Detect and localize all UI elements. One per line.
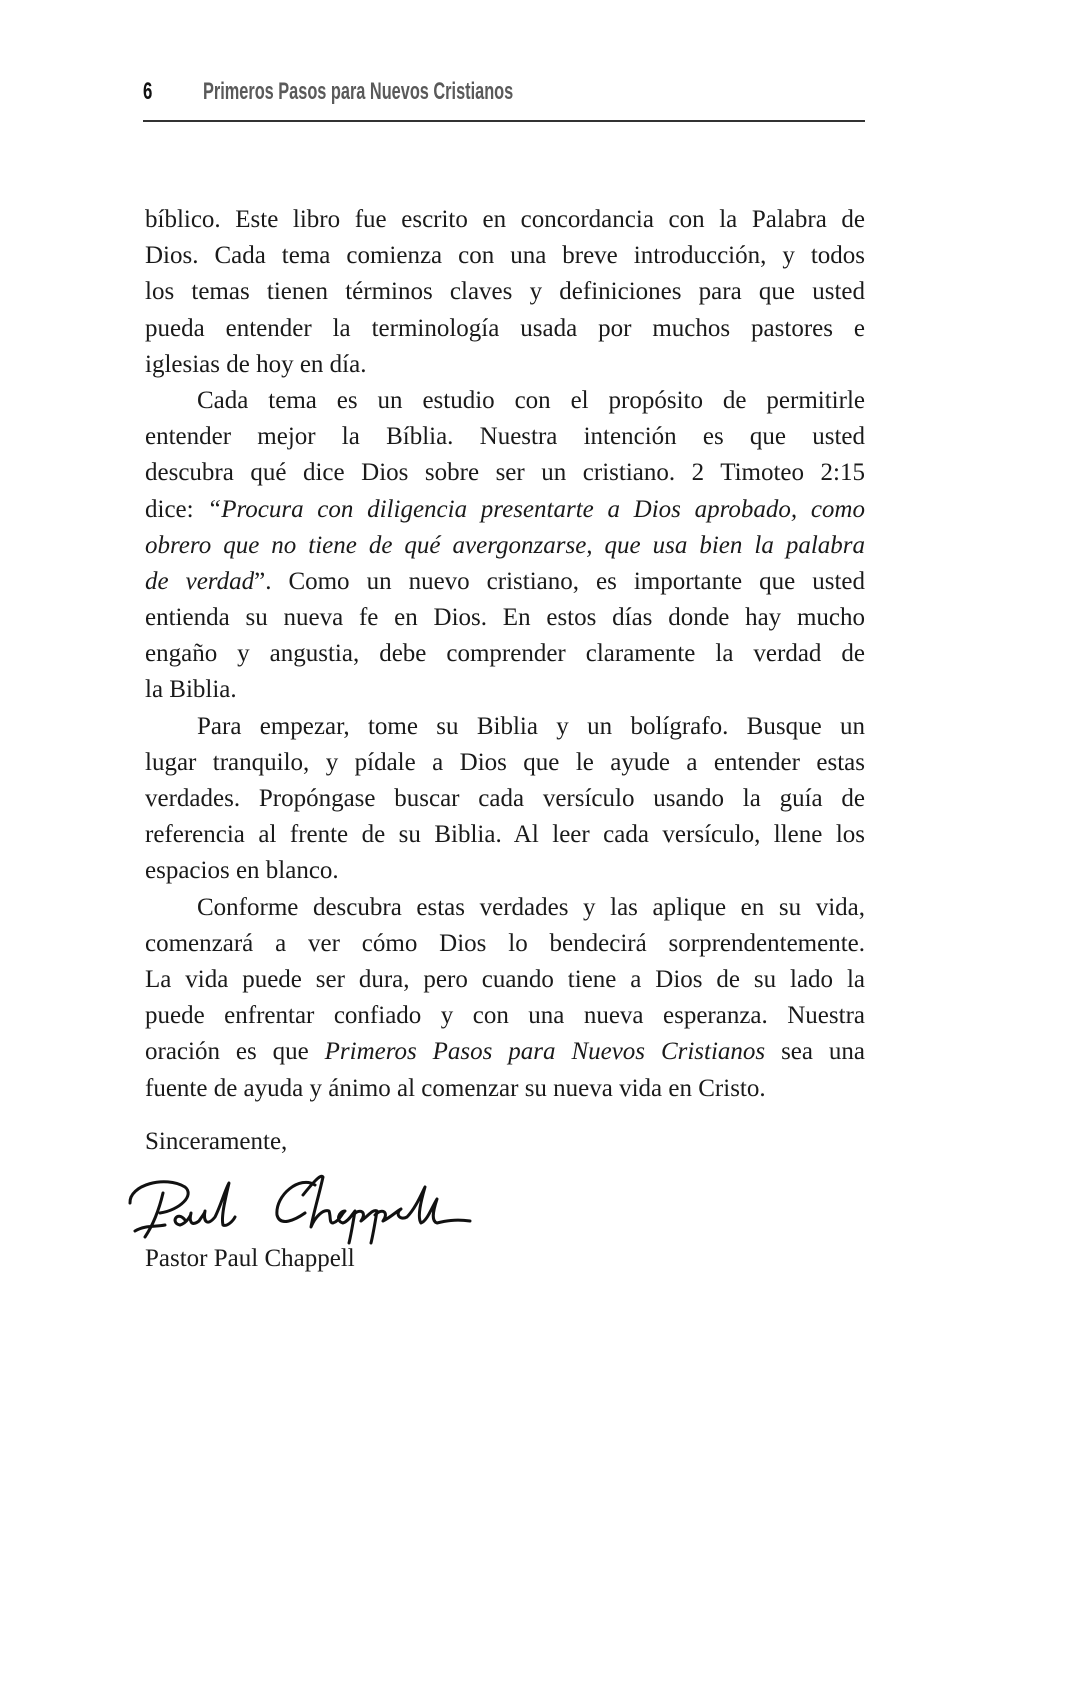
text-segment: engaño y angustia, debe comprender claramente la verdad de <box>145 640 865 668</box>
text-line <box>145 455 865 491</box>
text-segment: verdades. Propóngase buscar cada versículo usando la guía de <box>145 785 865 812</box>
text-segment: Dios. Cada tema comienza con una breve introducción, y todos <box>145 242 865 270</box>
text-segment: la Biblia. <box>145 676 237 704</box>
text-line <box>145 817 865 853</box>
body-text <box>145 202 865 1107</box>
italic-text: Primeros Pasos para Nuevos Cristianos <box>324 1038 766 1066</box>
text-segment: dice: <box>145 495 208 523</box>
text-segment: los temas tienen términos claves y definiciones para que usted <box>145 278 865 306</box>
text-line <box>145 781 865 817</box>
text-line <box>145 600 865 636</box>
header-rule <box>143 120 865 122</box>
text-line <box>145 492 865 528</box>
text-line <box>145 890 865 926</box>
text-segment: referencia al frente de su Biblia. Al leer cada versículo, llene los <box>145 821 865 849</box>
running-title: Primeros Pasos para Nuevos Cristianos <box>203 78 514 105</box>
text-segment: entender mejor la Bíblia. Nuestra intención es que usted <box>145 423 865 451</box>
text-segment: sea una <box>765 1038 865 1066</box>
text-line <box>145 636 865 672</box>
text-line <box>145 1071 865 1107</box>
signer-name: Pastor Paul Chappell <box>145 1245 355 1272</box>
text-line <box>145 926 865 962</box>
text-segment: Cada tema es un estudio con el propósito de permitirle <box>197 386 865 414</box>
text-line <box>145 1034 865 1070</box>
text-line <box>145 962 865 998</box>
text-segment: puede enfrentar confiado y con una nueva esperanza. Nuestra <box>145 1002 865 1030</box>
text-line <box>145 347 865 383</box>
page-number: 6 <box>143 78 153 105</box>
italic-text: obrero que no tiene de qué avergonzarse, que usa bien la palabra <box>145 531 865 559</box>
italic-text: de verdad <box>145 567 255 595</box>
text-line <box>145 709 865 745</box>
text-line <box>145 998 865 1034</box>
text-segment: Para empezar, tome su Biblia y un bolígrafo. Busque un <box>197 712 865 740</box>
running-header <box>143 78 865 108</box>
text-segment: descubra qué dice Dios sobre ser un cristiano. 2 Timoteo 2:15 <box>145 459 865 487</box>
text-segment: ”. Como un nuevo cristiano, es importante que usted <box>254 567 865 595</box>
text-line <box>145 238 865 274</box>
text-line <box>145 383 865 419</box>
signature <box>125 1165 505 1245</box>
text-segment: fuente de ayuda y ánimo al comenzar su nueva vida en Cristo. <box>145 1074 766 1102</box>
text-segment: iglesias de hoy en día. <box>145 350 367 378</box>
text-line <box>145 853 865 889</box>
text-line <box>145 419 865 455</box>
text-segment: oración es que <box>145 1038 325 1066</box>
text-segment: entienda su nueva fe en Dios. En estos días donde hay mucho <box>145 604 865 632</box>
text-line <box>145 202 865 238</box>
text-line <box>145 528 865 564</box>
text-line <box>145 564 865 600</box>
text-segment: bíblico. Este libro fue escrito en concordancia con la Palabra de <box>145 206 865 233</box>
text-segment: Conforme descubra estas verdades y las aplique en su vida, <box>197 893 865 921</box>
text-segment: espacios en blanco. <box>145 857 339 885</box>
text-line <box>145 311 865 347</box>
text-segment: lugar tranquilo, y pídale a Dios que le ayude a entender estas <box>145 748 865 776</box>
closing: Sinceramente, <box>145 1128 288 1155</box>
text-line <box>145 745 865 781</box>
text-segment: pueda entender la terminología usada por muchos pastores e <box>145 314 865 342</box>
text-line <box>145 672 865 708</box>
italic-text: “Procura con diligencia presentarte a Dios aprobado, como <box>207 495 865 523</box>
text-line <box>145 274 865 310</box>
text-segment: comenzará a ver cómo Dios lo bendecirá sorprendentemente. <box>145 929 865 957</box>
text-segment: La vida puede ser dura, pero cuando tiene a Dios de su lado la <box>145 965 865 993</box>
